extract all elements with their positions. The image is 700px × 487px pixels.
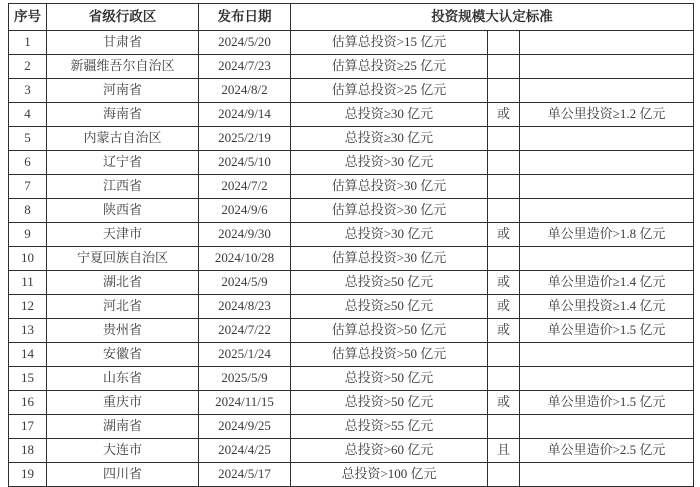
cell-index: 8	[9, 199, 47, 223]
cell-date: 2024/5/10	[199, 151, 291, 175]
cell-connector: 或	[488, 319, 520, 343]
table-row	[9, 271, 694, 295]
cell-per-km: 单公里造价≥1.4 亿元	[520, 271, 694, 295]
cell-index: 3	[9, 79, 47, 103]
cell-investment: 估算总投资>25 亿元	[291, 79, 488, 103]
cell-per-km	[520, 199, 694, 223]
cell-region: 江西省	[47, 175, 199, 199]
cell-investment: 估算总投资>15 亿元	[291, 31, 488, 55]
table-row	[9, 391, 694, 415]
cell-investment: 估算总投资>30 亿元	[291, 175, 488, 199]
cell-investment: 总投资≥30 亿元	[291, 103, 488, 127]
cell-investment: 估算总投资>30 亿元	[291, 247, 488, 271]
cell-per-km	[520, 31, 694, 55]
cell-investment: 总投资≥50 亿元	[291, 271, 488, 295]
cell-region: 新疆维吾尔自治区	[47, 55, 199, 79]
cell-connector	[488, 247, 520, 271]
header-date: 发布日期	[199, 4, 291, 31]
cell-index: 16	[9, 391, 47, 415]
table-row	[9, 223, 694, 247]
table-body	[9, 31, 694, 487]
cell-investment: 估算总投资>50 亿元	[291, 319, 488, 343]
cell-date: 2024/9/6	[199, 199, 291, 223]
cell-per-km	[520, 415, 694, 439]
cell-region: 陕西省	[47, 199, 199, 223]
cell-index: 11	[9, 271, 47, 295]
cell-index: 15	[9, 367, 47, 391]
cell-investment: 总投资>55 亿元	[291, 415, 488, 439]
cell-index: 2	[9, 55, 47, 79]
table-row	[9, 103, 694, 127]
cell-connector	[488, 343, 520, 367]
cell-investment: 总投资>60 亿元	[291, 439, 488, 463]
header-index: 序号	[9, 4, 47, 31]
cell-connector	[488, 55, 520, 79]
cell-date: 2024/10/28	[199, 247, 291, 271]
cell-date: 2024/8/23	[199, 295, 291, 319]
table-row	[9, 319, 694, 343]
cell-date: 2024/5/20	[199, 31, 291, 55]
cell-per-km	[520, 463, 694, 487]
cell-connector: 或	[488, 295, 520, 319]
table-row	[9, 439, 694, 463]
cell-connector	[488, 79, 520, 103]
cell-region: 湖南省	[47, 415, 199, 439]
header-region: 省级行政区	[47, 4, 199, 31]
cell-index: 6	[9, 151, 47, 175]
cell-connector: 或	[488, 271, 520, 295]
cell-per-km: 单公里造价>1.8 亿元	[520, 223, 694, 247]
cell-investment: 总投资>30 亿元	[291, 223, 488, 247]
cell-index: 19	[9, 463, 47, 487]
cell-index: 9	[9, 223, 47, 247]
cell-per-km: 单公里造价>2.5 亿元	[520, 439, 694, 463]
table-row	[9, 343, 694, 367]
cell-per-km: 单公里投资≥1.4 亿元	[520, 295, 694, 319]
cell-per-km: 单公里造价>1.5 亿元	[520, 319, 694, 343]
cell-investment: 总投资>100 亿元	[291, 463, 488, 487]
cell-region: 四川省	[47, 463, 199, 487]
cell-connector	[488, 175, 520, 199]
cell-index: 5	[9, 127, 47, 151]
table-row	[9, 175, 694, 199]
cell-region: 安徽省	[47, 343, 199, 367]
cell-connector	[488, 127, 520, 151]
table-row	[9, 151, 694, 175]
cell-index: 18	[9, 439, 47, 463]
cell-index: 10	[9, 247, 47, 271]
cell-date: 2024/9/25	[199, 415, 291, 439]
cell-date: 2025/1/24	[199, 343, 291, 367]
cell-region: 河南省	[47, 79, 199, 103]
cell-region: 河北省	[47, 295, 199, 319]
table-row	[9, 247, 694, 271]
cell-connector: 或	[488, 391, 520, 415]
cell-index: 4	[9, 103, 47, 127]
cell-connector	[488, 31, 520, 55]
cell-region: 宁夏回族自治区	[47, 247, 199, 271]
cell-date: 2024/7/23	[199, 55, 291, 79]
cell-connector	[488, 415, 520, 439]
cell-date: 2024/4/25	[199, 439, 291, 463]
cell-investment: 总投资≥50 亿元	[291, 295, 488, 319]
table-row	[9, 127, 694, 151]
cell-date: 2025/5/9	[199, 367, 291, 391]
cell-per-km	[520, 175, 694, 199]
cell-per-km	[520, 127, 694, 151]
cell-date: 2024/7/22	[199, 319, 291, 343]
cell-per-km	[520, 343, 694, 367]
header-standard: 投资规模大认定标准	[291, 4, 694, 31]
cell-per-km	[520, 247, 694, 271]
cell-connector: 或	[488, 223, 520, 247]
cell-index: 12	[9, 295, 47, 319]
cell-region: 辽宁省	[47, 151, 199, 175]
cell-investment: 总投资>30 亿元	[291, 151, 488, 175]
table-row	[9, 295, 694, 319]
cell-date: 2024/9/30	[199, 223, 291, 247]
cell-date: 2024/5/17	[199, 463, 291, 487]
cell-region: 内蒙古自治区	[47, 127, 199, 151]
table-row	[9, 463, 694, 487]
cell-investment: 估算总投资≥25 亿元	[291, 55, 488, 79]
cell-connector	[488, 463, 520, 487]
cell-date: 2024/11/15	[199, 391, 291, 415]
cell-connector: 或	[488, 103, 520, 127]
cell-investment: 总投资≥30 亿元	[291, 127, 488, 151]
cell-investment: 估算总投资>30 亿元	[291, 199, 488, 223]
cell-date: 2024/7/2	[199, 175, 291, 199]
investment-standard-table	[8, 3, 694, 487]
cell-per-km: 单公里造价>1.5 亿元	[520, 391, 694, 415]
cell-connector: 且	[488, 439, 520, 463]
cell-connector	[488, 151, 520, 175]
cell-connector	[488, 199, 520, 223]
cell-date: 2024/8/2	[199, 79, 291, 103]
cell-per-km	[520, 79, 694, 103]
header-row	[9, 4, 694, 31]
cell-investment: 总投资>50 亿元	[291, 367, 488, 391]
cell-connector	[488, 367, 520, 391]
table-row	[9, 31, 694, 55]
cell-index: 17	[9, 415, 47, 439]
table-row	[9, 415, 694, 439]
cell-per-km	[520, 55, 694, 79]
cell-date: 2024/5/9	[199, 271, 291, 295]
cell-date: 2024/9/14	[199, 103, 291, 127]
cell-investment: 总投资>50 亿元	[291, 391, 488, 415]
cell-region: 贵州省	[47, 319, 199, 343]
cell-region: 甘肃省	[47, 31, 199, 55]
cell-region: 大连市	[47, 439, 199, 463]
cell-per-km: 单公里投资≥1.2 亿元	[520, 103, 694, 127]
cell-region: 海南省	[47, 103, 199, 127]
cell-region: 湖北省	[47, 271, 199, 295]
cell-date: 2025/2/19	[199, 127, 291, 151]
table-row	[9, 55, 694, 79]
cell-region: 天津市	[47, 223, 199, 247]
cell-per-km	[520, 151, 694, 175]
table-row	[9, 367, 694, 391]
cell-investment: 估算总投资>50 亿元	[291, 343, 488, 367]
investment-standard-table-container	[8, 3, 693, 482]
cell-index: 7	[9, 175, 47, 199]
table-row	[9, 79, 694, 103]
cell-index: 14	[9, 343, 47, 367]
table-row	[9, 199, 694, 223]
cell-per-km	[520, 367, 694, 391]
cell-region: 山东省	[47, 367, 199, 391]
cell-index: 13	[9, 319, 47, 343]
cell-index: 1	[9, 31, 47, 55]
table-header	[9, 4, 694, 31]
cell-region: 重庆市	[47, 391, 199, 415]
